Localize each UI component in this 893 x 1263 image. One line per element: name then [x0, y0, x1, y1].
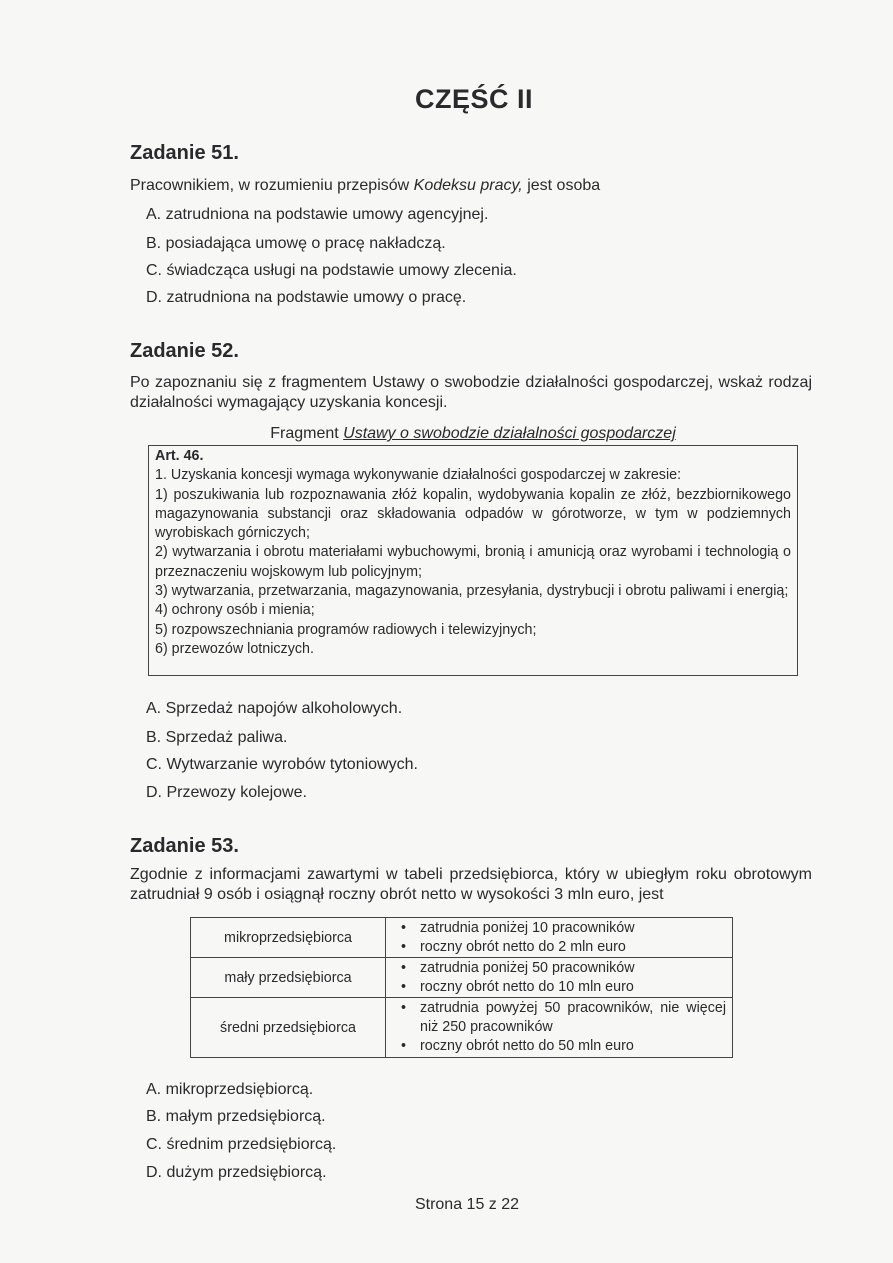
task-52-prompt: Po zapoznaniu się z fragmentem Ustawy o swobodzie działalności gospodarczej, wskaż rodzaj działalności wymagający uzyskania koncesji.	[130, 374, 812, 411]
enterprise-size-table	[190, 917, 733, 1058]
task-53-option-c: C. średnim przedsiębiorcą.	[146, 1136, 337, 1153]
law-line: 6) przewozów lotniczych.	[155, 640, 314, 657]
task-53-option-a: A. mikroprzedsiębiorcą.	[146, 1081, 314, 1098]
law-line: 5) rozpowszechniania programów radiowych i telewizyjnych;	[155, 621, 537, 638]
section-title: CZĘŚĆ II	[414, 84, 533, 114]
task-51-option-b: B. posiadająca umowę o pracę nakładczą.	[146, 235, 446, 252]
task-52-option-b: B. Sprzedaż paliwa.	[146, 729, 288, 746]
prompt-italic: Kodeksu pracy,	[413, 177, 523, 194]
criterion: • roczny obrót netto do 2 mln euro	[386, 938, 726, 957]
criterion: • roczny obrót netto do 50 mln euro	[386, 1037, 726, 1056]
task-52-option-d: D. Przewozy kolejowe.	[146, 784, 307, 801]
law-fragment-caption	[148, 425, 798, 443]
table-row	[191, 958, 733, 998]
task-51-option-a: A. zatrudniona na podstawie umowy agencyjnej.	[146, 206, 489, 223]
criterion: • zatrudnia poniżej 10 pracowników	[386, 919, 726, 938]
criteria-cell	[386, 918, 733, 958]
task-51-option-c: C. świadcząca usługi na podstawie umowy zlecenia.	[146, 262, 517, 279]
prompt-text: Pracownikiem, w rozumieniu przepisów	[130, 177, 414, 194]
table-row	[191, 918, 733, 958]
enterprise-type: mikroprzedsiębiorca	[191, 918, 386, 958]
table-row	[191, 998, 733, 1058]
enterprise-type: mały przedsiębiorca	[191, 958, 386, 998]
law-line: 2) wytwarzania i obrotu materiałami wybuchowymi, bronią i amunicją oraz wyrobami i technologią o przeznaczeniu wojskowym lub policyjnym;	[155, 544, 791, 580]
law-line: 4) ochrony osób i mienia;	[155, 602, 315, 619]
task-53-option-b: B. małym przedsiębiorcą.	[146, 1108, 326, 1125]
law-fragment-box	[148, 445, 798, 676]
criterion: • zatrudnia poniżej 50 pracowników	[386, 959, 726, 978]
enterprise-type: średni przedsiębiorca	[191, 998, 386, 1058]
task-51-prompt	[130, 176, 812, 196]
page-number: Strona 15 z 22	[414, 1196, 520, 1213]
task-51-option-d: D. zatrudniona na podstawie umowy o pracę.	[146, 289, 467, 306]
criterion: • roczny obrót netto do 10 mln euro	[386, 978, 726, 997]
prompt-text: jest osoba	[522, 177, 601, 194]
caption-text: Fragment	[270, 425, 344, 442]
task-52-heading: Zadanie 52.	[130, 340, 239, 362]
criterion: • zatrudnia powyżej 50 pracowników, nie więcej niż 250 pracowników	[386, 999, 726, 1037]
task-53-option-d: D. dużym przedsiębiorcą.	[146, 1164, 327, 1181]
task-53-heading: Zadanie 53.	[130, 835, 239, 857]
task-51-heading: Zadanie 51.	[130, 142, 239, 164]
task-52-option-c: C. Wytwarzanie wyrobów tytoniowych.	[146, 756, 418, 773]
task-53-prompt: Zgodnie z informacjami zawartymi w tabeli przedsiębiorca, który w ubiegłym roku obrotowym zatrudniał 9 osób i osiągnął roczny obrót netto w wysokości 3 mln euro, jest	[130, 866, 812, 903]
criteria-cell	[386, 958, 733, 998]
task-52-option-a: A. Sprzedaż napojów alkoholowych.	[146, 700, 403, 717]
law-line: 1. Uzyskania koncesji wymaga wykonywanie działalności gospodarczej w zakresie:	[155, 467, 682, 484]
criteria-cell	[386, 998, 733, 1058]
law-line: 3) wytwarzania, przetwarzania, magazynowania, przesyłania, dystrybucji i obrotu paliwami i energią;	[155, 583, 789, 600]
caption-italic: Ustawy o swobodzie działalności gospodarczej	[343, 425, 676, 442]
law-line: 1) poszukiwania lub rozpoznawania złóż kopalin, wydobywania kopalin ze złóż, bezzbiornikowego magazynowania substancji oraz składowania odpadów w górotworze, w tym w podziemnych wyrobiskach górniczych;	[155, 486, 791, 542]
article-number: Art. 46.	[155, 448, 204, 464]
